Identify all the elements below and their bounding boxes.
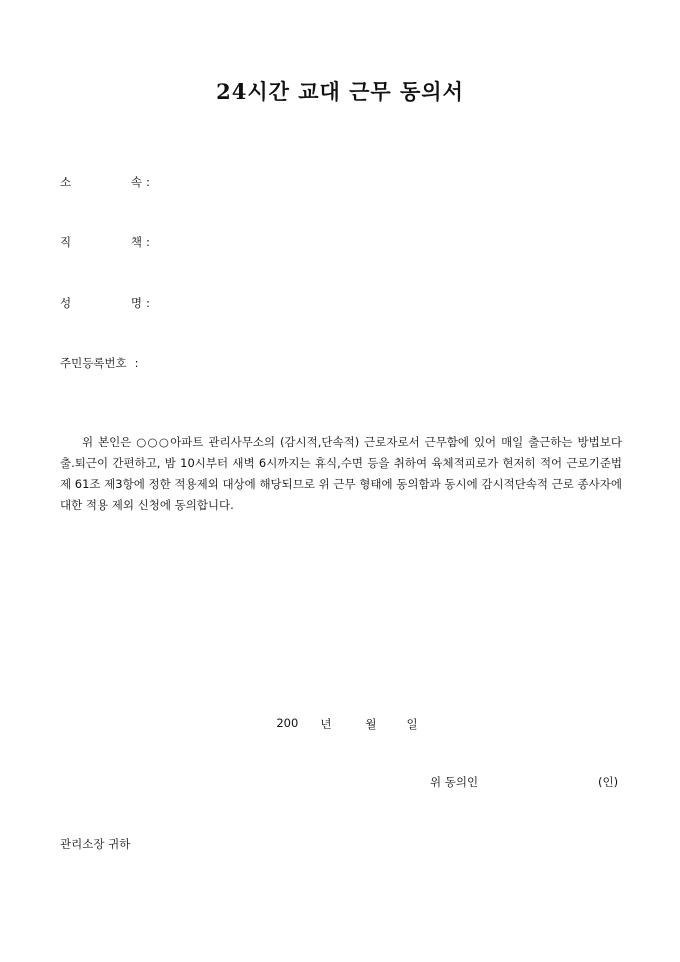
date-day-unit: 일 [406,717,418,731]
field-name-label-left: 성 [60,296,72,310]
addressee: 관리소장 귀하 [60,837,131,851]
field-position-label-left: 직 [60,235,72,249]
field-affiliation-label-left: 소 [60,175,72,189]
field-position-label-right: 책 [130,235,142,249]
date-year: 200 [276,716,299,730]
seal-mark: (인) [598,775,619,789]
field-affiliation-label-right: 속 [130,175,142,189]
field-position-colon: : [146,235,150,249]
field-name [60,295,150,311]
field-affiliation-colon: : [146,175,150,189]
field-resident-number-label: 주민등록번호 [60,356,127,370]
field-resident-number-colon: : [134,356,139,370]
field-name-colon: : [146,296,150,310]
date-month-unit: 월 [365,717,377,731]
field-affiliation-label [60,174,142,190]
signer-label: 위 동의인 [430,775,479,789]
field-affiliation [60,174,150,190]
field-position-label [60,234,142,250]
document-title: 24시간 교대 근무 동의서 [216,79,464,104]
field-name-label [60,295,142,311]
field-name-label-right: 명 [130,296,142,310]
date-year-unit: 년 [320,717,332,731]
consent-body-text: 위 본인은 ○○○아파트 관리사무소의 (감시적,단속적) 근로자로서 근무함에 있어 매일 출근하는 방법보다 출.퇴근이 간편하고, 밤 10시부터 새벽 6시까지는 휴식,수면 등을 취하여 육체적피로가 현저히 적어 근로기준법 제 61조 제3항에 정한 적용제외 대상에 해당되므로 위 근무 형태에 동의함과 동시에 감시적단속적 근로 종사자에 대한 적용 제외 신청에 동의합니다. [60,435,622,512]
date-line [0,716,680,732]
field-resident-number [60,355,139,371]
field-position [60,234,150,250]
